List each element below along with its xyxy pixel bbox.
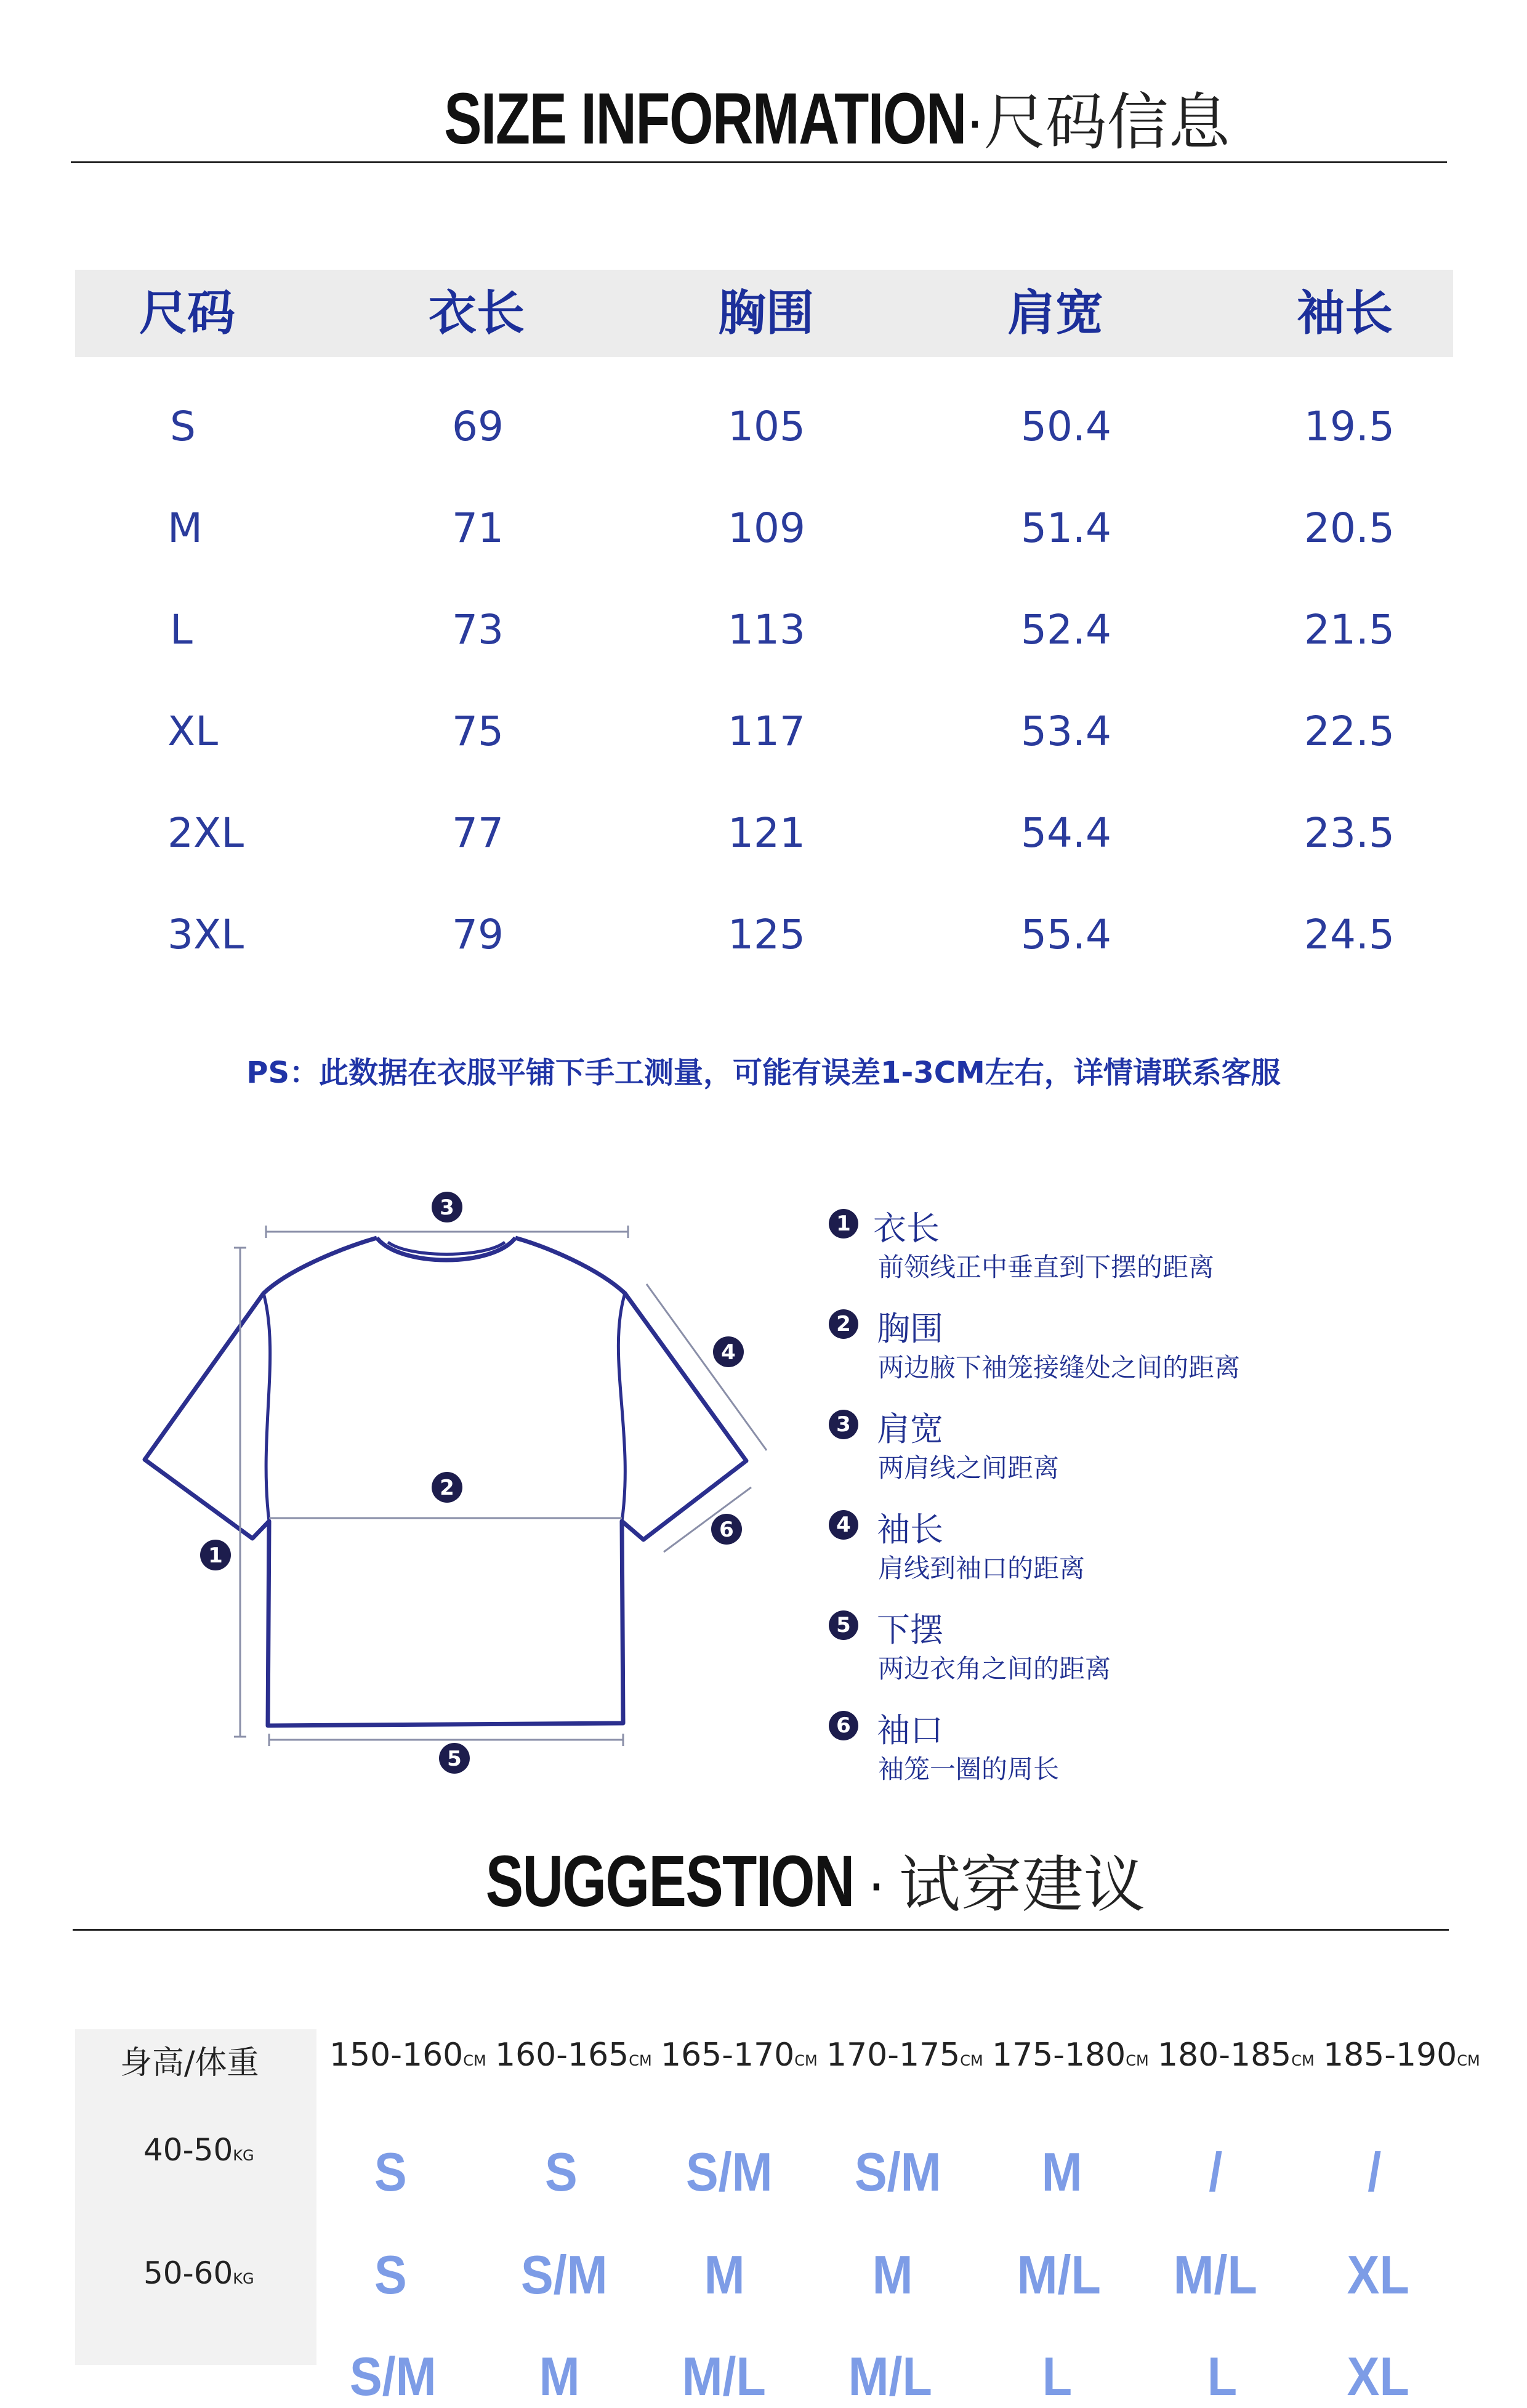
sleeve-cell: 22.5 <box>1304 708 1395 755</box>
shoulder-cell: 53.4 <box>1021 708 1111 755</box>
length-cell: 75 <box>452 708 504 755</box>
height-header <box>495 2037 652 2074</box>
marker-6-icon <box>711 1514 742 1545</box>
chest-cell: 109 <box>728 504 805 552</box>
weight-unit: KG <box>233 2270 254 2287</box>
legend-desc: 两肩线之间距离 <box>878 1453 1060 1483</box>
suggested-size: S <box>374 2244 407 2305</box>
suggested-size: L <box>1207 2346 1238 2407</box>
length-cell: 79 <box>452 911 504 958</box>
suggested-size: M/L <box>1173 2244 1257 2305</box>
suggestion-heading-en: SUGGESTION <box>486 1841 855 1922</box>
chest-cell: 125 <box>728 911 805 958</box>
shoulder-cell: 51.4 <box>1021 504 1111 552</box>
tshirt-diagram <box>123 1170 800 1771</box>
sleeve-cell: 19.5 <box>1304 403 1395 450</box>
height-header <box>1323 2037 1480 2074</box>
shoulder-cell: 52.4 <box>1021 606 1111 653</box>
height-value: 160-165 <box>495 2037 629 2074</box>
legend-title: 肩宽 <box>877 1410 943 1448</box>
height-header <box>992 2037 1149 2074</box>
suggestion-corner-label: 身高/体重 <box>120 2045 259 2082</box>
legend-desc: 两边衣角之间的距离 <box>878 1654 1111 1684</box>
marker-4-label: 4 <box>721 1340 736 1365</box>
height-unit: CM <box>629 2052 652 2069</box>
chest-cell: 117 <box>728 708 805 755</box>
suggested-size: M/L <box>1017 2244 1101 2305</box>
height-value: 150-160 <box>329 2037 464 2074</box>
suggested-size: M <box>872 2244 913 2305</box>
length-cell: 71 <box>452 504 504 552</box>
size-info-heading-cn: 尺码信息 <box>983 86 1230 158</box>
height-unit: CM <box>1126 2052 1149 2069</box>
marker-1-icon <box>200 1540 231 1570</box>
measurement-note: PS：此数据在衣服平铺下手工测量，可能有误差1-3CM左右，详情请联系客服 <box>246 1056 1281 1090</box>
suggested-size: XL <box>1347 2346 1409 2407</box>
height-unit: CM <box>463 2052 486 2069</box>
size-cell: XL <box>167 708 218 755</box>
marker-2-label: 2 <box>440 1476 454 1500</box>
length-cell: 73 <box>452 606 504 653</box>
suggested-size: S/M <box>520 2244 608 2305</box>
chest-cell: 105 <box>728 403 805 450</box>
col-header-chest: 胸围 <box>718 286 815 341</box>
height-header <box>661 2037 818 2074</box>
height-value: 180-185 <box>1158 2037 1292 2074</box>
height-value: 175-180 <box>992 2037 1126 2074</box>
legend-desc: 前领线正中垂直到下摆的距离 <box>878 1252 1215 1282</box>
measurement-lines <box>234 1226 767 1746</box>
height-value: 170-175 <box>826 2037 961 2074</box>
suggested-size: S/M <box>854 2141 941 2202</box>
height-unit: CM <box>1457 2052 1480 2069</box>
col-header-shoulder: 肩宽 <box>1007 286 1104 341</box>
legend-desc: 两边腋下袖笼接缝处之间的距离 <box>878 1352 1241 1383</box>
legend-desc: 肩线到袖口的距离 <box>878 1553 1086 1583</box>
weight-value: 50-60 <box>143 2255 233 2291</box>
marker-4-icon <box>713 1336 744 1367</box>
height-value: 165-170 <box>661 2037 795 2074</box>
height-header <box>329 2037 486 2074</box>
size-cell: 3XL <box>167 911 244 958</box>
marker-5-label: 5 <box>447 1747 462 1771</box>
size-cell: S <box>170 403 196 450</box>
marker-1-label: 1 <box>208 1543 223 1568</box>
suggested-size: S <box>544 2141 578 2202</box>
size-info-heading <box>0 73 1527 161</box>
marker-6-label: 6 <box>719 1517 734 1542</box>
height-header <box>826 2037 983 2074</box>
legend-desc: 袖笼一圈的周长 <box>878 1754 1060 1784</box>
size-info-heading-en: SIZE INFORMATION <box>444 78 967 160</box>
marker-3-label: 3 <box>440 1195 454 1220</box>
suggested-size: S/M <box>349 2346 437 2407</box>
height-unit: CM <box>1291 2052 1315 2069</box>
marker-3-icon <box>432 1192 462 1222</box>
legend-number-icon: 5 <box>829 1610 858 1640</box>
weight-unit: KG <box>233 2147 254 2164</box>
height-unit: CM <box>960 2052 983 2069</box>
chest-cell: 121 <box>728 809 805 857</box>
chest-cell: 113 <box>728 606 805 653</box>
suggestion-heading <box>0 1835 1527 1924</box>
weight-label <box>143 2132 254 2168</box>
weight-label <box>143 2255 254 2291</box>
legend-number-icon: 3 <box>829 1410 858 1439</box>
marker-5-icon <box>439 1743 470 1774</box>
sleeve-cell: 21.5 <box>1304 606 1395 653</box>
heading-dot: · <box>868 1855 885 1920</box>
length-cell: 69 <box>452 403 504 450</box>
legend-title: 袖长 <box>877 1510 943 1549</box>
col-header-size: 尺码 <box>139 286 236 341</box>
suggested-size: / <box>1209 2141 1223 2202</box>
height-header <box>1158 2037 1315 2074</box>
suggested-size: L <box>1042 2346 1073 2407</box>
suggested-size: M <box>539 2346 580 2407</box>
legend-number-icon: 6 <box>829 1711 858 1740</box>
shoulder-cell: 54.4 <box>1021 809 1111 857</box>
suggested-size: S/M <box>685 2141 773 2202</box>
marker-2-icon <box>432 1472 462 1503</box>
legend-number-icon: 4 <box>829 1510 858 1540</box>
legend-number-icon: 1 <box>829 1209 858 1238</box>
suggested-size: M/L <box>682 2346 766 2407</box>
legend-title: 袖口 <box>877 1711 943 1750</box>
col-header-length: 衣长 <box>429 286 525 341</box>
suggested-size: M/L <box>848 2346 932 2407</box>
size-cell: 2XL <box>167 809 244 857</box>
legend-title: 胸围 <box>877 1309 943 1348</box>
heading-dot: · <box>966 92 984 157</box>
suggested-size: M <box>704 2244 745 2305</box>
sleeve-cell: 23.5 <box>1304 809 1395 857</box>
length-cell: 77 <box>452 809 504 857</box>
legend-number-icon: 2 <box>829 1309 858 1339</box>
sleeve-cell: 20.5 <box>1304 504 1395 552</box>
shoulder-cell: 55.4 <box>1021 911 1111 958</box>
sleeve-cell: 24.5 <box>1304 911 1395 958</box>
suggested-size: / <box>1368 2141 1382 2202</box>
size-cell: L <box>170 606 193 653</box>
suggestion-heading-cn: 试穿建议 <box>898 1849 1145 1921</box>
suggested-size: XL <box>1347 2244 1409 2305</box>
shoulder-cell: 50.4 <box>1021 403 1111 450</box>
height-unit: CM <box>794 2052 818 2069</box>
heading-divider <box>71 161 1447 163</box>
legend-title: 下摆 <box>877 1610 943 1649</box>
suggested-size: S <box>374 2141 407 2202</box>
legend-title: 衣长 <box>873 1209 940 1248</box>
height-value: 185-190 <box>1323 2037 1457 2074</box>
weight-value: 40-50 <box>143 2132 233 2168</box>
size-cell: M <box>167 504 203 552</box>
suggested-size: M <box>1041 2141 1082 2202</box>
heading-divider <box>73 1929 1449 1931</box>
col-header-sleeve: 袖长 <box>1297 286 1393 341</box>
